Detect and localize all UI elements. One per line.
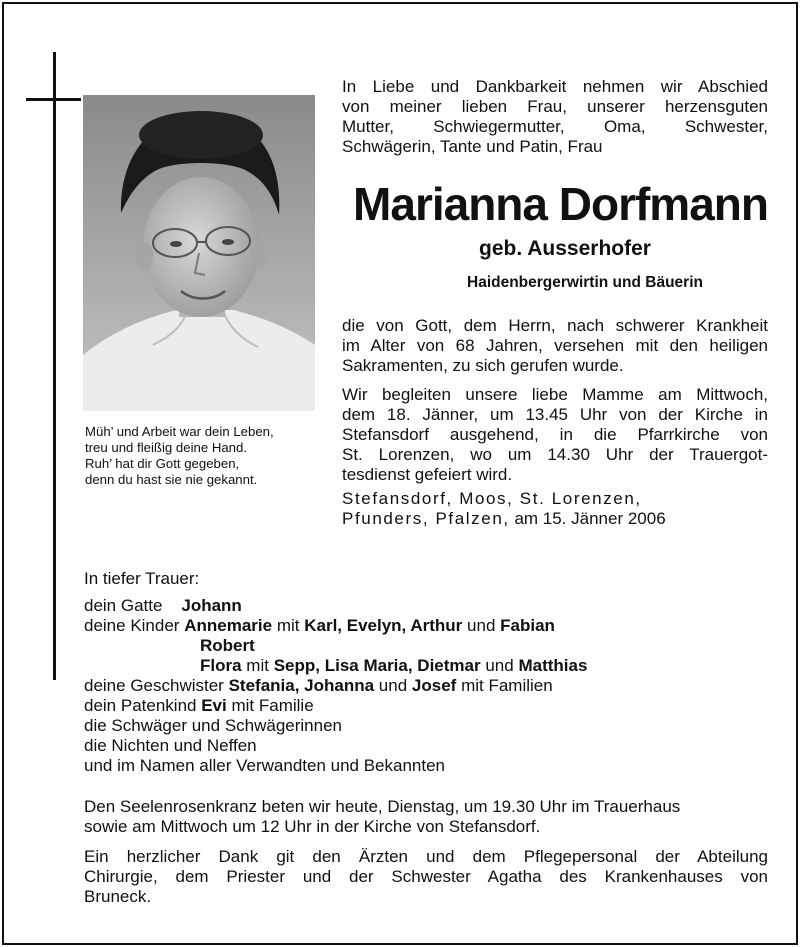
thanks-line: Chirurgie, dem Priester und der Schwester Agatha des Krankenhauses von: [84, 867, 768, 886]
mourner-row: [84, 616, 764, 636]
paragraph-line: Sakramenten, zu sich gerufen wurde.: [342, 356, 624, 375]
relation-label: dein Patenkind: [84, 696, 197, 715]
mourner-row: [84, 656, 764, 676]
connector-text: und: [467, 616, 496, 635]
thanks-line: Ein herzlicher Dank git den Ärzten und dem Pflegepersonal der Abteilung: [84, 847, 768, 866]
mourner-name: Karl, Evelyn, Arthur: [304, 616, 463, 635]
mourner-name: Fabian: [500, 616, 555, 635]
paragraph-line: tesdienst gefeiert wird.: [342, 465, 513, 484]
maiden-name: geb. Ausserhofer: [479, 237, 651, 260]
rosary-notice: [84, 797, 768, 837]
paragraph-line: die von Gott, dem Herrn, nach schwerer Krankheit: [342, 316, 768, 335]
place-line: [342, 509, 768, 529]
poem-line: Müh’ und Arbeit war dein Leben,: [85, 424, 274, 439]
cross-icon: [53, 52, 56, 680]
mourner-name: Josef: [411, 676, 457, 695]
poem-line: denn du hast sie nie gekannt.: [85, 472, 258, 487]
mourner-row: und im Namen aller Verwandten und Bekannten: [84, 756, 446, 775]
connector-text: und: [485, 656, 514, 675]
intro-line: von meiner lieben Frau, unserer herzensguten: [342, 97, 768, 116]
poem-line: Ruh’ hat dir Gott gegeben,: [85, 456, 240, 471]
rosary-line: sowie am Mittwoch um 12 Uhr in der Kirche von Stefansdorf.: [84, 817, 541, 836]
mourner-row: [84, 596, 764, 616]
thanks-line: Bruneck.: [84, 887, 152, 906]
portrait-photo: [83, 95, 315, 411]
connector-text: mit Familie: [231, 696, 314, 715]
connector-text: mit: [276, 616, 300, 635]
paragraph-line: Stefansdorf ausgehend, in die Pfarrkirche von: [342, 425, 768, 444]
mourners-heading: In tiefer Trauer:: [84, 569, 200, 588]
place-names: Pfunders, Pfalzen,: [342, 509, 510, 528]
relation-label: dein Gatte: [84, 596, 163, 615]
paragraph-line: St. Lorenzen, wo um 14.30 Uhr der Trauergot-: [342, 445, 768, 464]
mourner-row: [84, 696, 764, 716]
intro-line: Schwägerin, Tante und Patin, Frau: [342, 137, 603, 156]
cross-bar: [26, 98, 81, 101]
deceased-name: Marianna Dorfmann: [353, 178, 768, 230]
mourner-row: [84, 636, 764, 656]
intro-line: In Liebe und Dankbarkeit nehmen wir Abschied: [342, 77, 768, 96]
relation-label: deine Kinder: [84, 616, 180, 635]
death-paragraph: [342, 316, 768, 376]
paragraph-line: dem 18. Jänner, um 13.45 Uhr von der Kirche in: [342, 405, 768, 424]
connector-text: und: [378, 676, 408, 695]
rosary-line: Den Seelenrosenkranz beten wir heute, Dienstag, um 19.30 Uhr im Trauerhaus: [84, 797, 681, 816]
mourner-name: Flora: [200, 656, 242, 675]
mourner-row: [84, 676, 764, 696]
mourner-name: Sepp, Lisa Maria, Dietmar: [273, 656, 481, 675]
mourner-name: Stefania, Johanna: [228, 676, 375, 695]
poem-line: treu und fleißig deine Hand.: [85, 440, 248, 455]
intro-line: Mutter, Schwiegermutter, Oma, Schwester,: [342, 117, 768, 136]
mourner-row: die Schwäger und Schwägerinnen: [84, 716, 343, 735]
paragraph-line: Wir begleiten unsere liebe Mamme am Mittwoch,: [342, 385, 768, 404]
mourner-name: Annemarie: [184, 616, 273, 635]
intro-text: [342, 77, 768, 157]
paragraph-line: im Alter von 68 Jahren, versehen mit den heiligen: [342, 336, 768, 355]
place-line: Stefansdorf, Moos, St. Lorenzen,: [342, 489, 642, 508]
funeral-paragraph: [342, 385, 768, 485]
place-date: [342, 489, 768, 529]
mourner-name: Johann: [181, 596, 242, 615]
connector-text: mit Familien: [461, 676, 553, 695]
mourner-row: die Nichten und Neffen: [84, 736, 257, 755]
poem: [85, 424, 315, 488]
occupation: Haidenbergerwirtin und Bäuerin: [467, 274, 703, 291]
mourner-name: Evi: [201, 696, 227, 715]
relation-label: deine Geschwister: [84, 676, 224, 695]
mourner-name: Robert: [200, 636, 255, 655]
notice-date: am 15. Jänner 2006: [514, 509, 666, 528]
thanks-notice: [84, 847, 768, 907]
mourner-name: Matthias: [518, 656, 588, 675]
mourners-list: [84, 569, 764, 776]
connector-text: mit: [246, 656, 269, 675]
